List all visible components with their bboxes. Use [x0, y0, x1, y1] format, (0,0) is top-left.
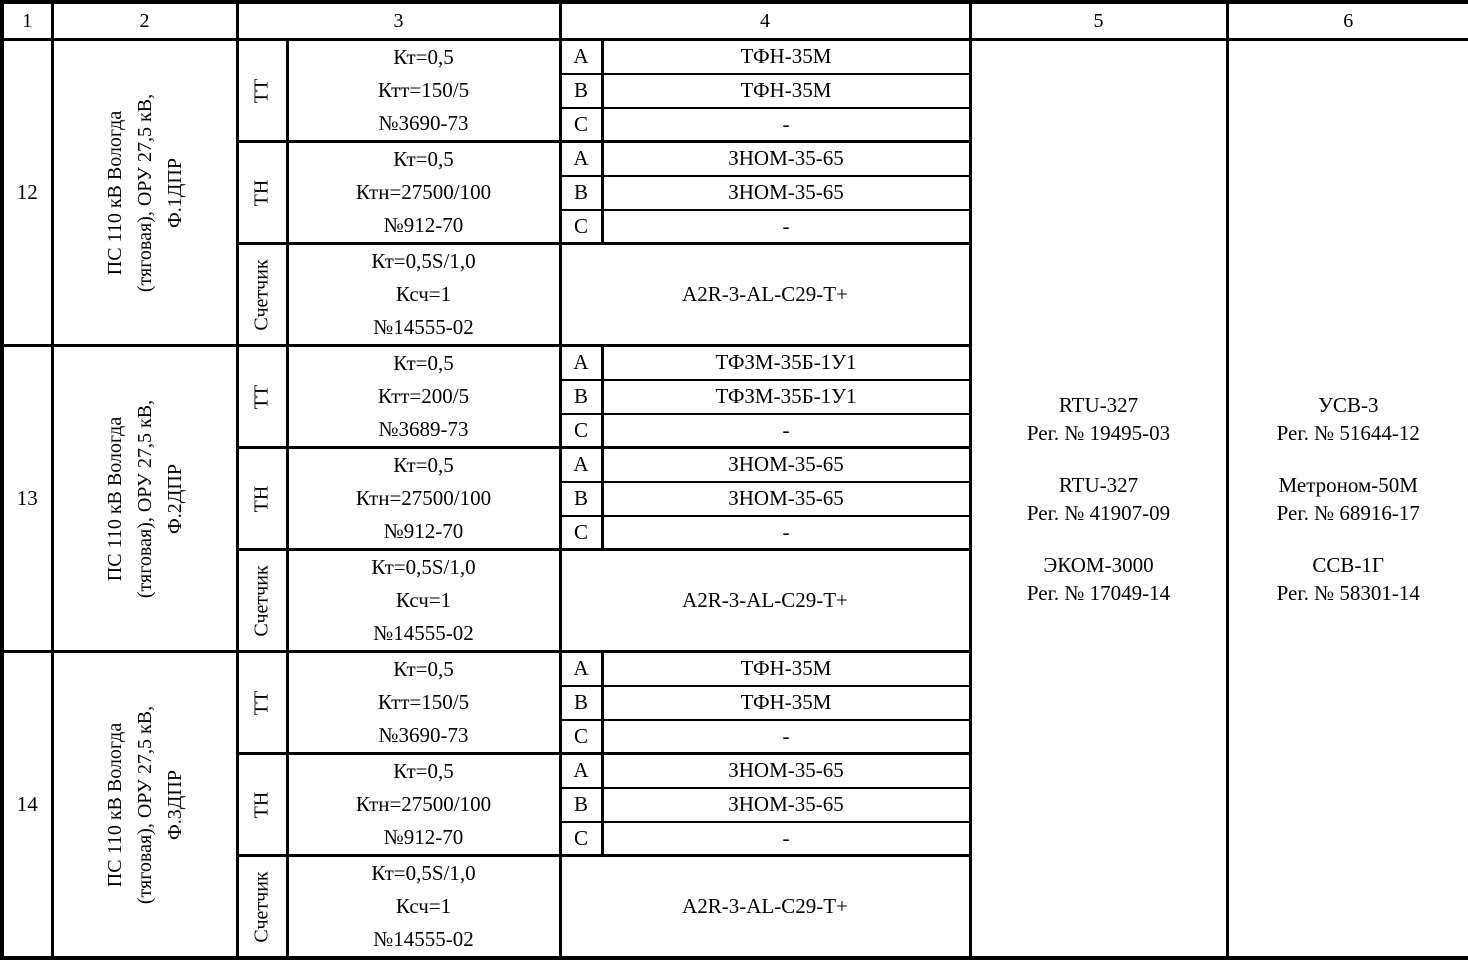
device-entry: [1229, 551, 1468, 607]
col-header-2: 2: [52, 2, 237, 40]
param-line: Кт=0,5: [289, 449, 559, 482]
object-name-line: Ф.3ДПР: [160, 705, 190, 903]
meter-device: А2R-3-AL-C29-Т+: [560, 550, 970, 652]
phase-device: ЗНОМ-35-65: [602, 482, 970, 516]
device-type-label: ТТ: [251, 78, 274, 102]
phase-device: ТФН-35М: [602, 652, 970, 686]
phase-device: -: [602, 822, 970, 856]
row-number: 12: [2, 40, 52, 346]
phase-label: С: [560, 516, 602, 550]
device-entry: [1229, 471, 1468, 527]
phase-label: А: [560, 40, 602, 74]
param-line: №912-70: [289, 821, 559, 854]
device-type-cell-tt: [237, 652, 287, 754]
object-name-line: Ф.2ДПР: [160, 399, 190, 597]
meter-type-cell: [237, 550, 287, 652]
param-line: №14555-02: [289, 617, 559, 650]
transformer-params-cell: [287, 448, 560, 550]
phase-label: В: [560, 380, 602, 414]
device-type-cell-tt: [237, 40, 287, 142]
param-line: Кт=0,5S/1,0: [289, 857, 559, 890]
meter-label: Счетчик: [251, 259, 274, 330]
device-type-cell-tn: [237, 754, 287, 856]
transformer-params-cell: [287, 346, 560, 448]
device-name: ЭКОМ-3000: [972, 551, 1226, 579]
device-name: RTU-327: [972, 391, 1226, 419]
device-name: Метроном-50М: [1229, 471, 1468, 499]
device-type-label: ТН: [251, 485, 274, 512]
phase-label: В: [560, 74, 602, 108]
col-header-5: 5: [970, 2, 1227, 40]
phase-device: -: [602, 720, 970, 754]
object-name-line: Ф.1ДПР: [160, 93, 190, 291]
param-line: Кт=0,5S/1,0: [289, 245, 559, 278]
param-line: Ктт=200/5: [289, 380, 559, 413]
col-header-4: 4: [560, 2, 970, 40]
param-line: Ксч=1: [289, 584, 559, 617]
phase-device: -: [602, 414, 970, 448]
device-entry: [972, 391, 1226, 447]
object-name-line: (тяговая), ОРУ 27,5 кВ,: [130, 399, 160, 597]
time-sync-devices-cell: [1227, 40, 1468, 959]
param-line: Кт=0,5: [289, 41, 559, 74]
row-number: 13: [2, 346, 52, 652]
meter-params-cell: [287, 856, 560, 959]
device-type-cell-tn: [237, 142, 287, 244]
transformer-params-cell: [287, 652, 560, 754]
phase-device: -: [602, 210, 970, 244]
phase-label: С: [560, 108, 602, 142]
phase-label: С: [560, 210, 602, 244]
phase-device: ТФН-35М: [602, 686, 970, 720]
object-name: [100, 705, 190, 903]
phase-device: ЗНОМ-35-65: [602, 448, 970, 482]
phase-label: С: [560, 822, 602, 856]
phase-label: С: [560, 720, 602, 754]
device-reg: Рег. № 51644-12: [1229, 419, 1468, 447]
transformer-params-cell: [287, 40, 560, 142]
object-name-line: ПС 110 кВ Вологда: [100, 399, 130, 597]
transformer-params-cell: [287, 142, 560, 244]
param-line: Кт=0,5: [289, 755, 559, 788]
param-line: №3690-73: [289, 719, 559, 752]
param-line: Кт=0,5S/1,0: [289, 551, 559, 584]
meter-type-cell: [237, 856, 287, 959]
device-name: ССВ-1Г: [1229, 551, 1468, 579]
phase-device: ЗНОМ-35-65: [602, 788, 970, 822]
device-reg: Рег. № 41907-09: [972, 499, 1226, 527]
meter-params-cell: [287, 550, 560, 652]
phase-device: ЗНОМ-35-65: [602, 754, 970, 788]
col-header-3: 3: [237, 2, 560, 40]
param-line: №3690-73: [289, 107, 559, 140]
phase-label: А: [560, 448, 602, 482]
row-number: 14: [2, 652, 52, 959]
phase-device: -: [602, 516, 970, 550]
phase-device: ТФЗМ-35Б-1У1: [602, 380, 970, 414]
param-line: Ксч=1: [289, 278, 559, 311]
object-name-line: (тяговая), ОРУ 27,5 кВ,: [130, 705, 160, 903]
param-line: Ктт=150/5: [289, 74, 559, 107]
phase-device: ЗНОМ-35-65: [602, 142, 970, 176]
object-name-cell: [52, 40, 237, 346]
meter-type-cell: [237, 244, 287, 346]
device-name: УСВ-3: [1229, 391, 1468, 419]
device-type-label: ТН: [251, 179, 274, 206]
param-line: Кт=0,5: [289, 653, 559, 686]
phase-device: ТФН-35М: [602, 74, 970, 108]
device-reg: Рег. № 17049-14: [972, 579, 1226, 607]
phase-label: В: [560, 482, 602, 516]
device-reg: Рег. № 58301-14: [1229, 579, 1468, 607]
device-entry: [1229, 391, 1468, 447]
device-name: RTU-327: [972, 471, 1226, 499]
param-line: №14555-02: [289, 923, 559, 956]
meter-device: А2R-3-AL-C29-Т+: [560, 856, 970, 959]
object-name: [100, 93, 190, 291]
meter-label: Счетчик: [251, 565, 274, 636]
phase-label: В: [560, 176, 602, 210]
phase-label: А: [560, 346, 602, 380]
device-entry: [972, 551, 1226, 607]
param-line: №14555-02: [289, 311, 559, 344]
meter-device: А2R-3-AL-C29-Т+: [560, 244, 970, 346]
param-line: Ктн=27500/100: [289, 788, 559, 821]
device-type-label: ТТ: [251, 690, 274, 714]
param-line: №912-70: [289, 209, 559, 242]
param-line: Кт=0,5: [289, 143, 559, 176]
phase-label: В: [560, 788, 602, 822]
param-line: №912-70: [289, 515, 559, 548]
param-line: Ктн=27500/100: [289, 482, 559, 515]
phase-label: А: [560, 754, 602, 788]
param-line: Кт=0,5: [289, 347, 559, 380]
phase-label: А: [560, 142, 602, 176]
object-name-line: ПС 110 кВ Вологда: [100, 93, 130, 291]
device-type-cell-tt: [237, 346, 287, 448]
askue-devices-cell: [970, 40, 1227, 959]
param-line: Ктн=27500/100: [289, 176, 559, 209]
device-type-label: ТН: [251, 791, 274, 818]
object-name: [100, 399, 190, 597]
phase-device: ТФН-35М: [602, 40, 970, 74]
device-type-cell-tn: [237, 448, 287, 550]
device-reg: Рег. № 19495-03: [972, 419, 1226, 447]
object-name-cell: [52, 652, 237, 959]
object-name-line: (тяговая), ОРУ 27,5 кВ,: [130, 93, 160, 291]
phase-label: С: [560, 414, 602, 448]
col-header-6: 6: [1227, 2, 1468, 40]
object-name-cell: [52, 346, 237, 652]
device-reg: Рег. № 68916-17: [1229, 499, 1468, 527]
phase-label: В: [560, 686, 602, 720]
phase-device: ТФЗМ-35Б-1У1: [602, 346, 970, 380]
col-header-1: 1: [2, 2, 52, 40]
meter-params-cell: [287, 244, 560, 346]
device-entry: [972, 471, 1226, 527]
phase-device: -: [602, 108, 970, 142]
transformer-params-cell: [287, 754, 560, 856]
param-line: Ксч=1: [289, 890, 559, 923]
device-type-label: ТТ: [251, 384, 274, 408]
object-name-line: ПС 110 кВ Вологда: [100, 705, 130, 903]
param-line: №3689-73: [289, 413, 559, 446]
meter-label: Счетчик: [251, 871, 274, 942]
phase-label: А: [560, 652, 602, 686]
param-line: Ктт=150/5: [289, 686, 559, 719]
phase-device: ЗНОМ-35-65: [602, 176, 970, 210]
